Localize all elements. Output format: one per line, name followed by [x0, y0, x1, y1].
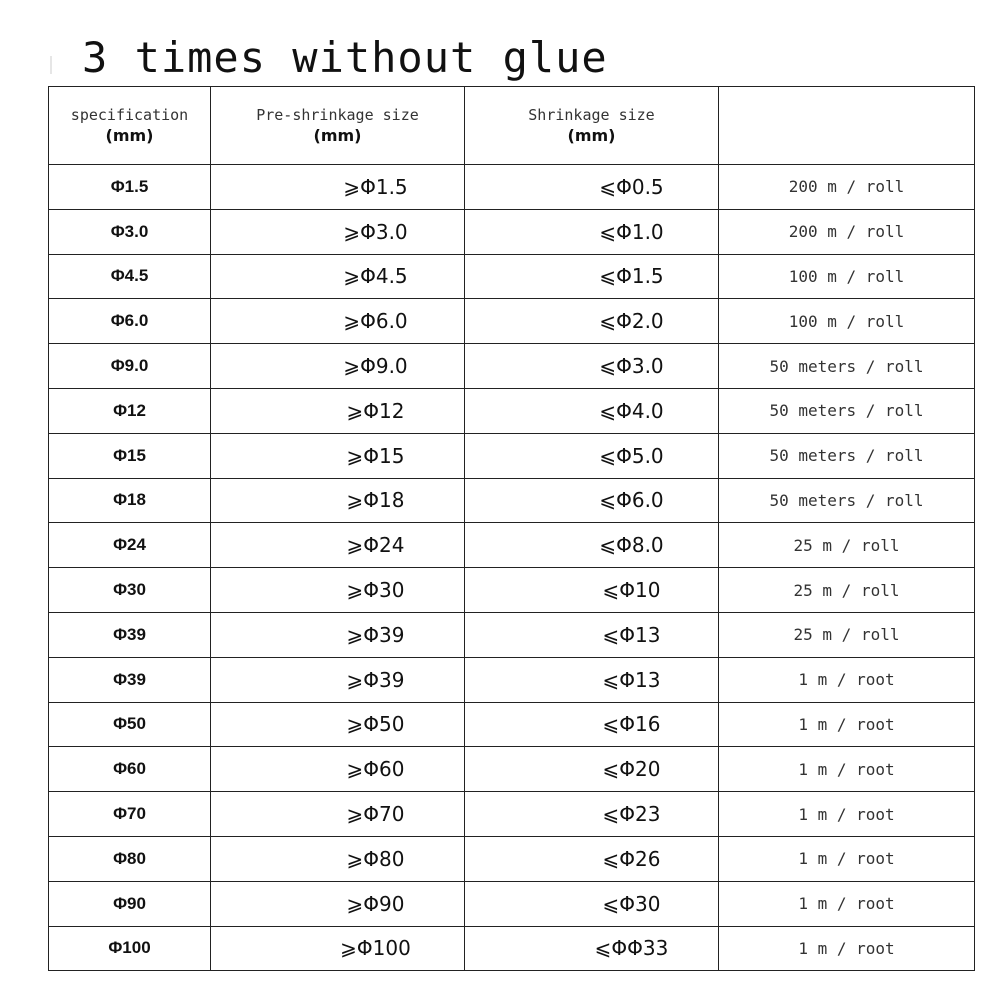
cell-shrinkage-size: ⩽Φ1.0: [465, 209, 719, 254]
spec-table: [48, 86, 975, 971]
cell-pre-shrinkage-size: ⩾Φ39: [211, 612, 465, 657]
table-row: [49, 523, 975, 568]
cell-shrinkage-size: ⩽Φ23: [465, 792, 719, 837]
cell-shrinkage-size: ⩽Φ3.0: [465, 344, 719, 389]
header-label: Shrinkage size: [528, 105, 655, 124]
header-label: Pre-shrinkage size: [256, 105, 419, 124]
cell-shrinkage-size: ⩽Φ13: [465, 657, 719, 702]
cell-shrinkage-size: ⩽Φ30: [465, 881, 719, 926]
cell-specification: Φ6.0: [49, 299, 211, 344]
table-header: [49, 87, 975, 165]
cell-pre-shrinkage-size: ⩾Φ90: [211, 881, 465, 926]
cell-pre-shrinkage-size: ⩾Φ15: [211, 433, 465, 478]
cell-specification: Φ80: [49, 836, 211, 881]
cell-packaging: 1 m / root: [719, 881, 975, 926]
cell-packaging: 50 meters / roll: [719, 388, 975, 433]
cell-packaging: 1 m / root: [719, 836, 975, 881]
table-body: [49, 165, 975, 971]
table-row: [49, 433, 975, 478]
cell-packaging: 200 m / roll: [719, 209, 975, 254]
cell-shrinkage-size: ⩽Φ16: [465, 702, 719, 747]
cell-packaging: 1 m / root: [719, 926, 975, 971]
cell-packaging: 100 m / roll: [719, 254, 975, 299]
cell-specification: Φ1.5: [49, 165, 211, 210]
cell-specification: Φ90: [49, 881, 211, 926]
cell-packaging: 50 meters / roll: [719, 433, 975, 478]
cell-pre-shrinkage-size: ⩾Φ4.5: [211, 254, 465, 299]
cell-specification: Φ39: [49, 657, 211, 702]
cell-specification: Φ15: [49, 433, 211, 478]
table-row: [49, 836, 975, 881]
header-pre-shrinkage: [211, 87, 465, 165]
cell-pre-shrinkage-size: ⩾Φ3.0: [211, 209, 465, 254]
cell-specification: Φ3.0: [49, 209, 211, 254]
cell-specification: Φ4.5: [49, 254, 211, 299]
table-row: [49, 478, 975, 523]
cell-specification: Φ50: [49, 702, 211, 747]
cell-specification: Φ18: [49, 478, 211, 523]
cell-specification: Φ39: [49, 612, 211, 657]
header-unit: (mm): [105, 125, 154, 145]
table-row: [49, 881, 975, 926]
cell-pre-shrinkage-size: ⩾Φ70: [211, 792, 465, 837]
cell-pre-shrinkage-size: ⩾Φ50: [211, 702, 465, 747]
cell-shrinkage-size: ⩽Φ4.0: [465, 388, 719, 433]
table-row: [49, 657, 975, 702]
table-row: [49, 165, 975, 210]
cell-specification: Φ30: [49, 568, 211, 613]
table-row: [49, 209, 975, 254]
cell-packaging: 1 m / root: [719, 792, 975, 837]
cell-shrinkage-size: ⩽Φ6.0: [465, 478, 719, 523]
cell-specification: Φ12: [49, 388, 211, 433]
cell-packaging: 1 m / root: [719, 702, 975, 747]
table-row: [49, 299, 975, 344]
table-row: [49, 792, 975, 837]
cell-specification: Φ70: [49, 792, 211, 837]
cell-shrinkage-size: ⩽ΦΦ33: [465, 926, 719, 971]
title-mark: [50, 56, 52, 74]
cell-pre-shrinkage-size: ⩾Φ80: [211, 836, 465, 881]
cell-shrinkage-size: ⩽Φ0.5: [465, 165, 719, 210]
table-row: [49, 612, 975, 657]
cell-specification: Φ24: [49, 523, 211, 568]
cell-pre-shrinkage-size: ⩾Φ18: [211, 478, 465, 523]
cell-shrinkage-size: ⩽Φ8.0: [465, 523, 719, 568]
header-row: [49, 87, 975, 165]
table-row: [49, 568, 975, 613]
header-unit: (mm): [567, 125, 616, 145]
header-specification: [49, 87, 211, 165]
table-row: [49, 344, 975, 389]
cell-pre-shrinkage-size: ⩾Φ1.5: [211, 165, 465, 210]
cell-pre-shrinkage-size: ⩾Φ60: [211, 747, 465, 792]
cell-pre-shrinkage-size: ⩾Φ30: [211, 568, 465, 613]
cell-packaging: 200 m / roll: [719, 165, 975, 210]
cell-packaging: 1 m / root: [719, 747, 975, 792]
cell-shrinkage-size: ⩽Φ2.0: [465, 299, 719, 344]
cell-pre-shrinkage-size: ⩾Φ6.0: [211, 299, 465, 344]
page-title: 3 times without glue: [82, 33, 608, 82]
cell-pre-shrinkage-size: ⩾Φ100: [211, 926, 465, 971]
cell-shrinkage-size: ⩽Φ13: [465, 612, 719, 657]
cell-specification: Φ100: [49, 926, 211, 971]
table-row: [49, 388, 975, 433]
cell-specification: Φ9.0: [49, 344, 211, 389]
cell-shrinkage-size: ⩽Φ20: [465, 747, 719, 792]
cell-pre-shrinkage-size: ⩾Φ9.0: [211, 344, 465, 389]
cell-shrinkage-size: ⩽Φ5.0: [465, 433, 719, 478]
cell-packaging: 50 meters / roll: [719, 478, 975, 523]
table-row: [49, 702, 975, 747]
cell-packaging: 25 m / roll: [719, 568, 975, 613]
cell-shrinkage-size: ⩽Φ10: [465, 568, 719, 613]
cell-pre-shrinkage-size: ⩾Φ24: [211, 523, 465, 568]
cell-packaging: 25 m / roll: [719, 612, 975, 657]
header-label: specification: [70, 105, 189, 124]
cell-shrinkage-size: ⩽Φ1.5: [465, 254, 719, 299]
cell-pre-shrinkage-size: ⩾Φ12: [211, 388, 465, 433]
header-packaging: [719, 87, 975, 165]
cell-packaging: 25 m / roll: [719, 523, 975, 568]
cell-packaging: 50 meters / roll: [719, 344, 975, 389]
cell-packaging: 100 m / roll: [719, 299, 975, 344]
cell-packaging: 1 m / root: [719, 657, 975, 702]
cell-pre-shrinkage-size: ⩾Φ39: [211, 657, 465, 702]
table-row: [49, 254, 975, 299]
cell-specification: Φ60: [49, 747, 211, 792]
cell-shrinkage-size: ⩽Φ26: [465, 836, 719, 881]
header-shrinkage: [465, 87, 719, 165]
table-row: [49, 747, 975, 792]
table-row: [49, 926, 975, 971]
header-unit: (mm): [313, 125, 362, 145]
